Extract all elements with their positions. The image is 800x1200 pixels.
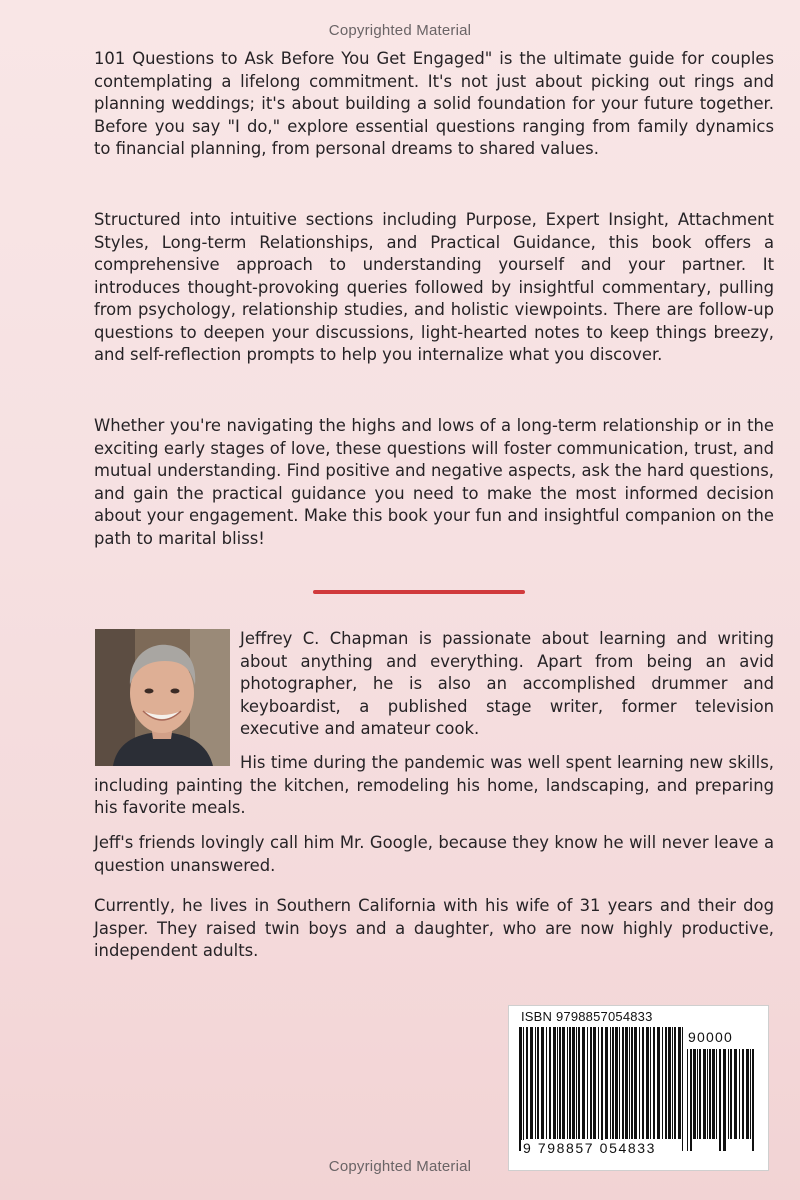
author-bio-paragraph-2: His time during the pandemic was well spent learning new skills, including painting the kitchen, remodeling his home, landscaping, and preparing his favorite meals. [94,753,774,817]
description-paragraph-1: 101 Questions to Ask Before You Get Engaged" is the ultimate guide for couples contemplating a lifelong commitment. It's not just about picking out rings and planning weddings; it's about building a solid foundation for your future together. Before you say "I do," explore essential questions ranging from family dynamics to financial planning, from personal dreams to shared values. [94,49,774,158]
barcode-digits: 9 798857 054833 [523,1140,656,1156]
description-paragraph-3: Whether you're navigating the highs and lows of a long-term relationship or in the exciting early stages of love, these questions will foster communication, trust, and mutual understanding. Find positive and negative aspects, ask the hard questions, and gain the practical guidance you need to make the most informed decision about your engagement. Make this book your fun and insightful companion on the path to marital bliss! [94,416,774,548]
author-bio-paragraph-4: Currently, he lives in Southern California with his wife of 31 years and their dog Jasper. They raised twin boys and a daughter, who are now highly productive, independent adults. [94,896,774,960]
section-divider [313,590,525,594]
addon-barcode-bars [687,1049,755,1151]
price-code: 90000 [688,1029,733,1045]
description-paragraph-2: Structured into intuitive sections including Purpose, Expert Insight, Attachment Styles, Long-term Relationships, and Practical Guidance, this book offers a comprehensive approach to understanding yourself and your partner. It introduces thought-provoking queries followed by insightful commentary, pulling from psychology, relationship studies, and holistic viewpoints. There are follow-up questions to deepen your discussions, light-hearted notes to keep things breezy, and self-reflection prompts to help you internalize what you discover. [94,210,774,364]
isbn-label: ISBN 9798857054833 [521,1009,653,1024]
isbn-barcode [508,1005,769,1171]
barcode-bars [519,1027,684,1151]
author-bio-paragraph-3: Jeff's friends lovingly call him Mr. Google, because they know he will never leave a question unanswered. [94,833,774,875]
author-bio-paragraph-2-wrapper [94,752,774,820]
copyright-watermark-top: Copyrighted Material [328,22,472,39]
author-bio-paragraph-1: Jeffrey C. Chapman is passionate about learning and writing about anything and everything. Apart from being an avid photographer, he is also an accomplished drummer and keyboardist, a published stage writer, former television executive and amateur cook. [240,629,774,738]
copyright-watermark-bottom: Copyrighted Material [328,1158,472,1175]
author-photo [95,629,230,766]
